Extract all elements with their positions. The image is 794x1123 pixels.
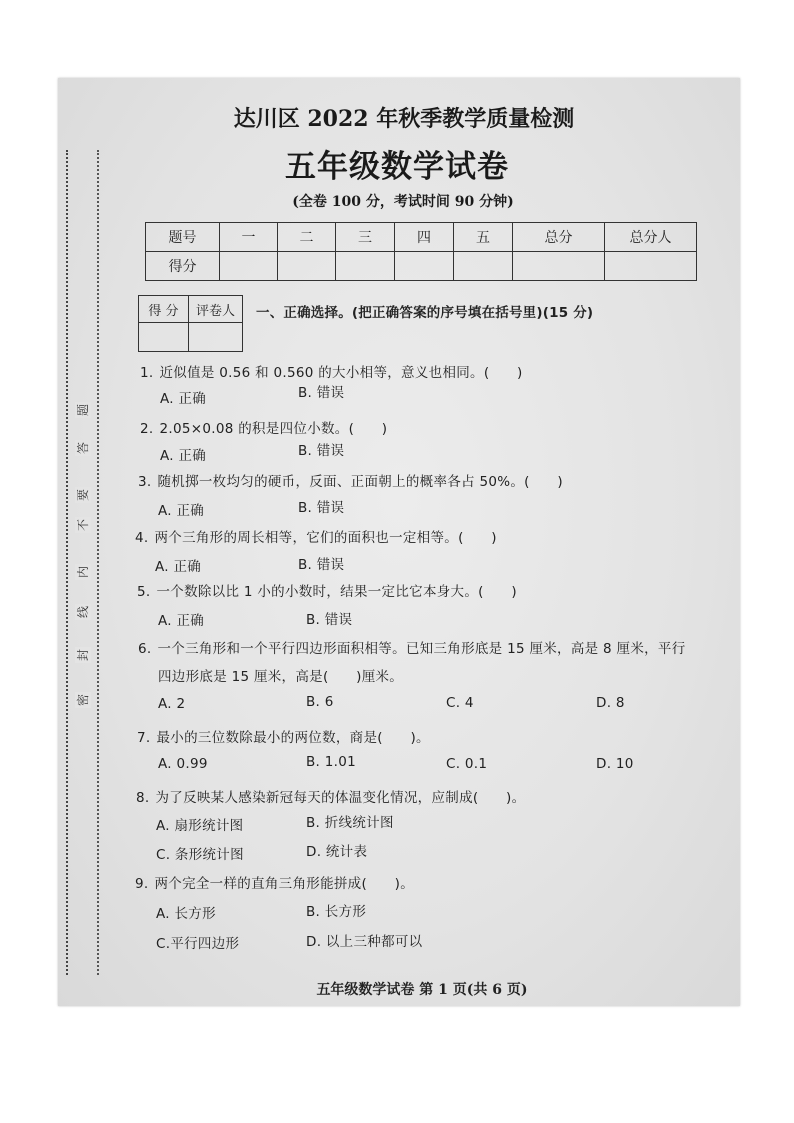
score-cell-blank xyxy=(454,252,513,281)
question-number: 1. xyxy=(140,365,154,381)
question-6 xyxy=(138,637,686,657)
seal-char: 内 xyxy=(76,566,90,579)
exam-title: 达川区 2022 年秋季教学质量检测 xyxy=(233,106,575,132)
option-b: B. 错误 xyxy=(298,385,345,401)
score-cell-blank xyxy=(605,252,697,281)
binding-line-inner xyxy=(97,150,99,975)
score-table-cell: 题号 xyxy=(146,223,220,252)
option-b: B. 错误 xyxy=(298,500,345,516)
option-c: C. 4 xyxy=(446,695,474,711)
grader-box xyxy=(138,295,243,352)
exam-note: (全卷 100 分，考试时间 90 分钟) xyxy=(292,194,514,210)
option-c: C. 条形统计图 xyxy=(156,847,244,863)
option-b: B. 错误 xyxy=(298,443,345,459)
exam-subtitle: 五年级数学试卷 xyxy=(285,149,509,185)
seal-char: 密 xyxy=(76,694,90,707)
question-7 xyxy=(137,726,430,746)
binding-line-outer xyxy=(66,150,68,975)
option-a: A. 正确 xyxy=(160,448,207,464)
question-number: 9. xyxy=(135,876,149,892)
option-d: D. 8 xyxy=(596,695,625,711)
question-text: 两个完全一样的直角三角形能拼成( )。 xyxy=(154,876,415,892)
grader-name-blank xyxy=(189,323,243,352)
option-a: A. 正确 xyxy=(155,559,202,575)
question-8 xyxy=(136,786,525,806)
seal-char: 封 xyxy=(76,649,90,662)
option-a: A. 0.99 xyxy=(158,756,208,772)
question-2 xyxy=(140,417,387,437)
score-table-cell: 三 xyxy=(336,223,395,252)
score-cell-blank xyxy=(278,252,336,281)
question-number: 7. xyxy=(137,730,151,746)
question-number: 4. xyxy=(135,530,149,546)
score-table-header-row xyxy=(146,223,697,252)
question-3 xyxy=(138,470,563,490)
question-number: 2. xyxy=(140,421,154,437)
seal-char: 线 xyxy=(76,606,90,619)
option-a: A. 正确 xyxy=(160,391,207,407)
option-d: D. 10 xyxy=(596,756,634,772)
option-a: A. 长方形 xyxy=(156,906,216,922)
option-c: C. 0.1 xyxy=(446,756,488,772)
score-table-cell: 四 xyxy=(395,223,454,252)
question-1 xyxy=(140,361,523,381)
question-text: 一个数除以比 1 小的小数时，结果一定比它本身大。( ) xyxy=(156,584,517,600)
option-b: B. 错误 xyxy=(298,557,345,573)
question-text: 两个三角形的周长相等，它们的面积也一定相等。( ) xyxy=(154,530,497,546)
question-number: 3. xyxy=(138,474,152,490)
question-text: 最小的三位数除最小的两位数，商是( )。 xyxy=(156,730,430,746)
option-a: A. 2 xyxy=(158,696,186,712)
question-5 xyxy=(137,580,517,600)
option-c: C.平行四边形 xyxy=(156,936,240,952)
question-text: 近似值是 0.56 和 0.560 的大小相等，意义也相同。( ) xyxy=(159,365,523,381)
score-cell-blank xyxy=(513,252,605,281)
question-4 xyxy=(135,526,497,546)
score-cell-blank xyxy=(220,252,278,281)
option-a: A. 扇形统计图 xyxy=(156,818,244,834)
option-b: B. 1.01 xyxy=(306,754,357,770)
question-number: 6. xyxy=(138,641,152,657)
score-table-cell: 总分人 xyxy=(605,223,697,252)
question-number: 8. xyxy=(136,790,150,806)
option-a: A. 正确 xyxy=(158,613,205,629)
seal-char: 要 xyxy=(76,489,90,502)
option-b: B. 6 xyxy=(306,694,334,710)
seal-char: 不 xyxy=(76,519,90,532)
score-table-row-label: 得分 xyxy=(146,252,220,281)
question-text: 随机掷一枚均匀的硬币，反面、正面朝上的概率各占 50%。( ) xyxy=(157,474,563,490)
seal-char: 题 xyxy=(76,404,90,417)
grader-score-label: 得 分 xyxy=(139,296,189,323)
page-footer: 五年级数学试卷 第 1 页(共 6 页) xyxy=(316,982,528,998)
score-table-cell: 五 xyxy=(454,223,513,252)
score-cell-blank xyxy=(395,252,454,281)
option-d: D. 以上三种都可以 xyxy=(306,934,423,950)
question-text: 一个三角形和一个平行四边形面积相等。已知三角形底是 15 厘米，高是 8 厘米，平行 xyxy=(157,641,686,657)
score-table-cell: 二 xyxy=(278,223,336,252)
question-6-continued: 四边形底是 15 厘米，高是( )厘米。 xyxy=(158,669,404,685)
option-b: B. 错误 xyxy=(306,612,353,628)
question-text: 为了反映某人感染新冠每天的体温变化情况，应制成( )。 xyxy=(155,790,526,806)
option-b: B. 折线统计图 xyxy=(306,815,394,831)
question-9 xyxy=(135,872,414,892)
option-b: B. 长方形 xyxy=(306,904,367,920)
score-table-cell: 总分 xyxy=(513,223,605,252)
section-heading: 一、正确选择。(把正确答案的序号填在括号里)(15 分) xyxy=(256,305,594,321)
score-table-cell: 一 xyxy=(220,223,278,252)
grader-score-blank xyxy=(139,323,189,352)
seal-char: 答 xyxy=(76,442,90,455)
question-number: 5. xyxy=(137,584,151,600)
option-d: D. 统计表 xyxy=(306,844,368,860)
option-a: A. 正确 xyxy=(158,503,205,519)
score-table-score-row xyxy=(146,252,697,281)
score-table xyxy=(145,222,697,281)
question-text: 2.05×0.08 的积是四位小数。( ) xyxy=(159,421,388,437)
grader-name-label: 评卷人 xyxy=(189,296,243,323)
score-cell-blank xyxy=(336,252,395,281)
